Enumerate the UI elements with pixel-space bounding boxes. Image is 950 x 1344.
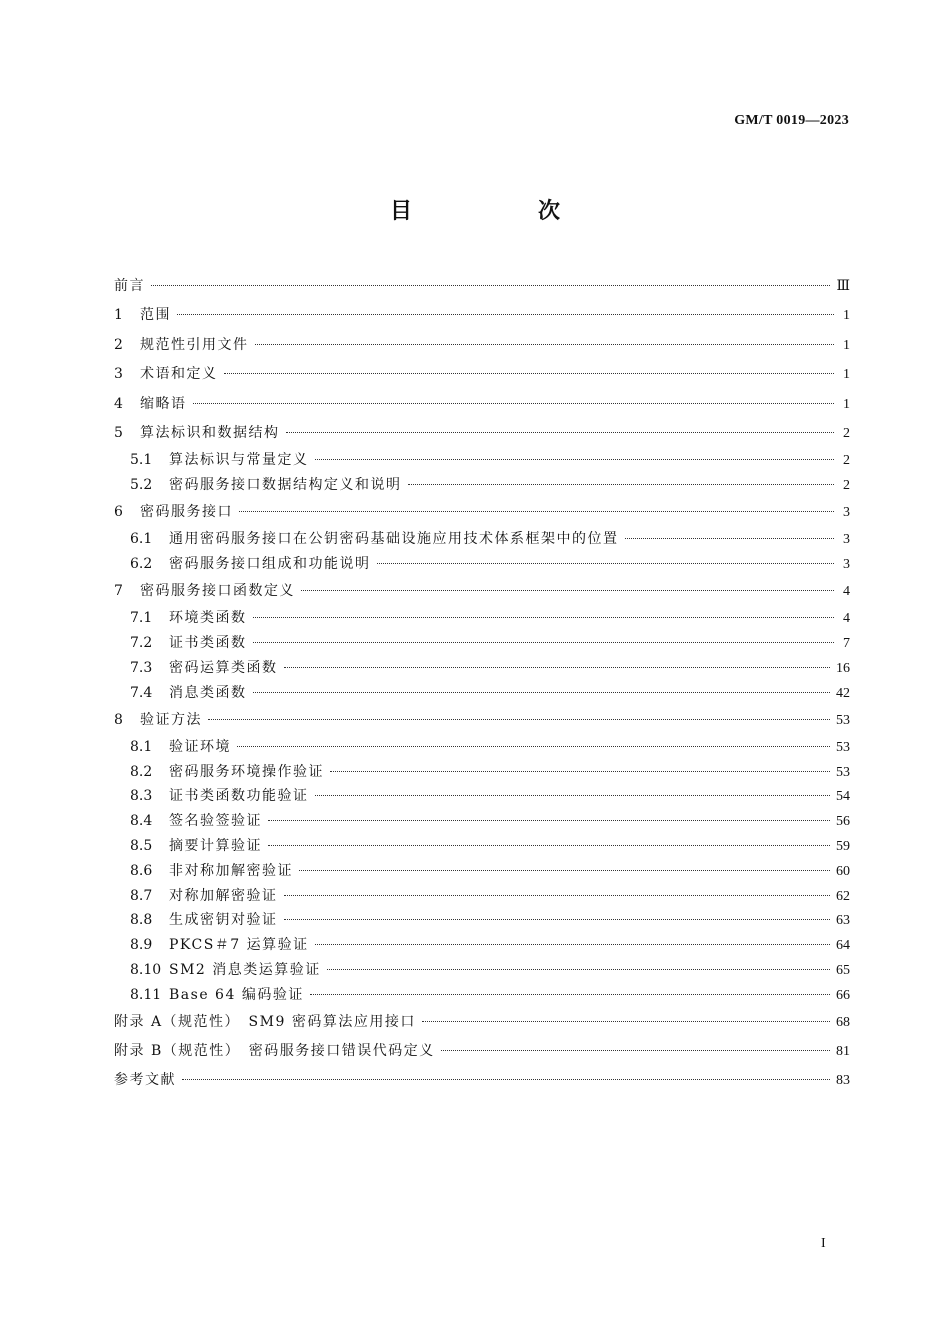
toc-entry-label: 附录 B（规范性） 密码服务接口错误代码定义 [114, 1043, 435, 1060]
toc-entry[interactable] [114, 706, 850, 735]
toc-entry-page: 16 [836, 660, 850, 676]
toc-entry-number: 7.3 [130, 659, 153, 676]
toc-entry-page: 1 [843, 367, 850, 383]
toc-leader-dots [299, 870, 830, 871]
toc-entry[interactable] [114, 606, 850, 631]
toc-entry[interactable] [114, 908, 850, 933]
toc-entry[interactable] [114, 656, 850, 681]
toc-entry[interactable] [114, 631, 850, 656]
toc-leader-dots [253, 692, 831, 693]
toc-entry-label: 缩略语 [140, 395, 187, 412]
toc-entry-label: 算法标识和数据结构 [140, 424, 280, 441]
toc-entry-page: 42 [836, 685, 850, 701]
toc-entry-number: 8.7 [130, 887, 153, 904]
toc-entry-number: 6 [114, 503, 123, 520]
toc-entry-page: Ⅲ [836, 279, 850, 294]
toc-entry-page: 81 [836, 1044, 850, 1060]
toc-leader-dots [284, 919, 831, 920]
toc-entry-number: 8.11 [130, 986, 162, 1003]
toc-entry-number: 8.5 [130, 838, 153, 855]
toc-entry-label: 算法标识与常量定义 [169, 452, 309, 469]
toc-entry-page: 83 [836, 1073, 850, 1089]
toc-entry[interactable] [114, 681, 850, 706]
toc-entry-label: 密码服务接口 [140, 503, 233, 520]
toc-leader-dots [253, 617, 835, 618]
toc-entry-page: 60 [836, 863, 850, 879]
toc-leader-dots [208, 719, 830, 720]
toc-leader-dots [408, 484, 835, 485]
page-folio: I [821, 1236, 826, 1251]
toc-leader-dots [268, 845, 830, 846]
toc-entry-number: 8 [114, 711, 123, 728]
toc-entry-label: 证书类函数 [169, 635, 247, 652]
toc-entry[interactable] [114, 498, 850, 527]
toc-leader-dots [268, 820, 830, 821]
toc-entry-label: 密码服务接口函数定义 [140, 582, 295, 599]
toc-entry-label: 生成密钥对验证 [169, 912, 278, 929]
toc-entry-number: 3 [114, 366, 123, 383]
toc-entry-page: 2 [843, 453, 850, 469]
toc-entry-label: 消息类函数 [169, 684, 247, 701]
toc-entry-number: 2 [114, 336, 123, 353]
toc-leader-dots [182, 1079, 830, 1080]
toc-entry[interactable] [114, 331, 850, 360]
toc-entry-number: 6.2 [130, 556, 153, 573]
toc-entry-page: 2 [843, 425, 850, 441]
toc-leader-dots [286, 432, 835, 433]
toc-entry-label: SM2 消息类运算验证 [169, 962, 321, 979]
toc-leader-dots [177, 314, 834, 315]
toc-entry[interactable] [114, 834, 850, 859]
toc-entry-label: 签名验签验证 [169, 813, 262, 830]
toc-entry-number: 4 [114, 395, 123, 412]
toc-entry-page: 4 [843, 611, 850, 627]
toc-entry[interactable] [114, 958, 850, 983]
toc-leader-dots [255, 344, 835, 345]
toc-entry-number: 8.1 [130, 738, 153, 755]
toc-entry-label: 规范性引用文件 [140, 336, 249, 353]
toc-entry[interactable] [114, 577, 850, 606]
toc-entry-number: 8.6 [130, 862, 153, 879]
toc-leader-dots [284, 667, 831, 668]
toc-entry-page: 62 [836, 888, 850, 904]
toc-entry-number: 7 [114, 582, 123, 599]
toc-entry[interactable] [114, 983, 850, 1008]
toc-entry-page: 59 [836, 839, 850, 855]
toc-entry-number: 8.3 [130, 788, 153, 805]
toc-entry-number: 7.2 [130, 635, 153, 652]
toc-entry[interactable] [114, 301, 850, 330]
toc-entry-number: 7.4 [130, 684, 153, 701]
toc-entry-label: 对称加解密验证 [169, 887, 278, 904]
toc-entry[interactable] [114, 448, 850, 473]
toc-entry-number: 5 [114, 424, 123, 441]
toc-entry[interactable] [114, 1066, 850, 1095]
toc-entry[interactable] [114, 390, 850, 419]
toc-entry-label: 附录 A（规范性） SM9 密码算法应用接口 [114, 1013, 416, 1030]
toc-leader-dots [377, 563, 835, 564]
toc-entry-label: 参考文献 [114, 1072, 176, 1089]
toc-entry[interactable] [114, 735, 850, 760]
toc-entry-page: 54 [836, 789, 850, 805]
toc-entry-label: 术语和定义 [140, 366, 218, 383]
toc-entry-number: 6.1 [130, 531, 153, 548]
toc-entry-page: 53 [836, 712, 850, 728]
toc-leader-dots [253, 642, 835, 643]
standard-code: GM/T 0019—2023 [734, 113, 849, 128]
toc-entry-page: 63 [836, 913, 850, 929]
toc-leader-dots [315, 459, 835, 460]
toc-entry[interactable] [114, 760, 850, 785]
toc-entry-page: 64 [836, 938, 850, 954]
toc-entry-number: 5.2 [130, 477, 153, 494]
toc-leader-dots [224, 373, 835, 374]
toc-entry-number: 1 [114, 307, 123, 324]
toc-entry-page: 2 [843, 478, 850, 494]
toc-leader-dots [239, 511, 834, 512]
toc-entry-number: 7.1 [130, 610, 153, 627]
table-of-contents [114, 272, 850, 1096]
toc-entry[interactable] [114, 784, 850, 809]
toc-entry-number: 8.8 [130, 912, 153, 929]
toc-entry-number: 8.2 [130, 763, 153, 780]
toc-entry-label: 密码服务环境操作验证 [169, 763, 324, 780]
toc-entry-label: 非对称加解密验证 [169, 862, 293, 879]
toc-entry[interactable] [114, 809, 850, 834]
toc-entry-page: 3 [843, 504, 850, 520]
toc-entry[interactable] [114, 884, 850, 909]
toc-entry-label: Base 64 编码验证 [169, 986, 304, 1003]
toc-leader-dots [441, 1050, 830, 1051]
toc-entry-page: 3 [843, 532, 850, 548]
toc-entry[interactable] [114, 552, 850, 577]
toc-entry[interactable] [114, 1008, 850, 1037]
toc-entry[interactable] [114, 419, 850, 448]
toc-entry-page: 53 [836, 739, 850, 755]
toc-entry-label: 前言 [114, 278, 145, 294]
toc-entry-page: 4 [843, 583, 850, 599]
toc-entry-label: 验证方法 [140, 711, 202, 728]
toc-entry-label: PKCS＃7 运算验证 [169, 937, 309, 954]
toc-entry-page: 1 [843, 337, 850, 353]
toc-entry-number: 8.10 [130, 962, 162, 979]
toc-entry[interactable] [114, 859, 850, 884]
toc-entry-label: 环境类函数 [169, 610, 247, 627]
toc-entry-label: 范围 [140, 307, 171, 324]
toc-entry[interactable] [114, 527, 850, 552]
toc-entry-label: 证书类函数功能验证 [169, 788, 309, 805]
toc-leader-dots [327, 969, 830, 970]
toc-entry-page: 68 [836, 1014, 850, 1030]
toc-entry[interactable] [114, 360, 850, 389]
toc-entry-label: 通用密码服务接口在公钥密码基础设施应用技术体系框架中的位置 [169, 531, 619, 548]
toc-entry-page: 1 [843, 396, 850, 412]
toc-title: 目 次 [389, 198, 612, 224]
toc-entry-page: 53 [836, 764, 850, 780]
toc-entry-number: 8.4 [130, 813, 153, 830]
toc-entry[interactable] [114, 473, 850, 498]
toc-leader-dots [625, 538, 835, 539]
toc-entry-number: 5.1 [130, 452, 153, 469]
toc-leader-dots [193, 403, 835, 404]
toc-entry-label: 验证环境 [169, 738, 231, 755]
toc-leader-dots [310, 994, 830, 995]
toc-entry-label: 摘要计算验证 [169, 838, 262, 855]
toc-leader-dots [315, 944, 830, 945]
toc-leader-dots [315, 795, 831, 796]
toc-entry-page: 3 [843, 557, 850, 573]
toc-entry-label: 密码运算类函数 [169, 659, 278, 676]
toc-entry[interactable] [114, 1037, 850, 1066]
toc-entry-label: 密码服务接口数据结构定义和说明 [169, 477, 402, 494]
toc-leader-dots [301, 590, 834, 591]
toc-entry-number: 8.9 [130, 937, 153, 954]
toc-entry-page: 7 [843, 636, 850, 652]
toc-leader-dots [330, 771, 830, 772]
toc-leader-dots [284, 895, 831, 896]
toc-entry-page: 56 [836, 814, 850, 830]
toc-entry[interactable] [114, 272, 850, 301]
toc-entry-page: 1 [843, 308, 850, 324]
toc-entry-label: 密码服务接口组成和功能说明 [169, 556, 371, 573]
toc-leader-dots [237, 746, 830, 747]
toc-entry-page: 66 [836, 987, 850, 1003]
toc-leader-dots [422, 1021, 830, 1022]
toc-leader-dots [151, 285, 830, 286]
toc-entry[interactable] [114, 933, 850, 958]
toc-entry-page: 65 [836, 963, 850, 979]
